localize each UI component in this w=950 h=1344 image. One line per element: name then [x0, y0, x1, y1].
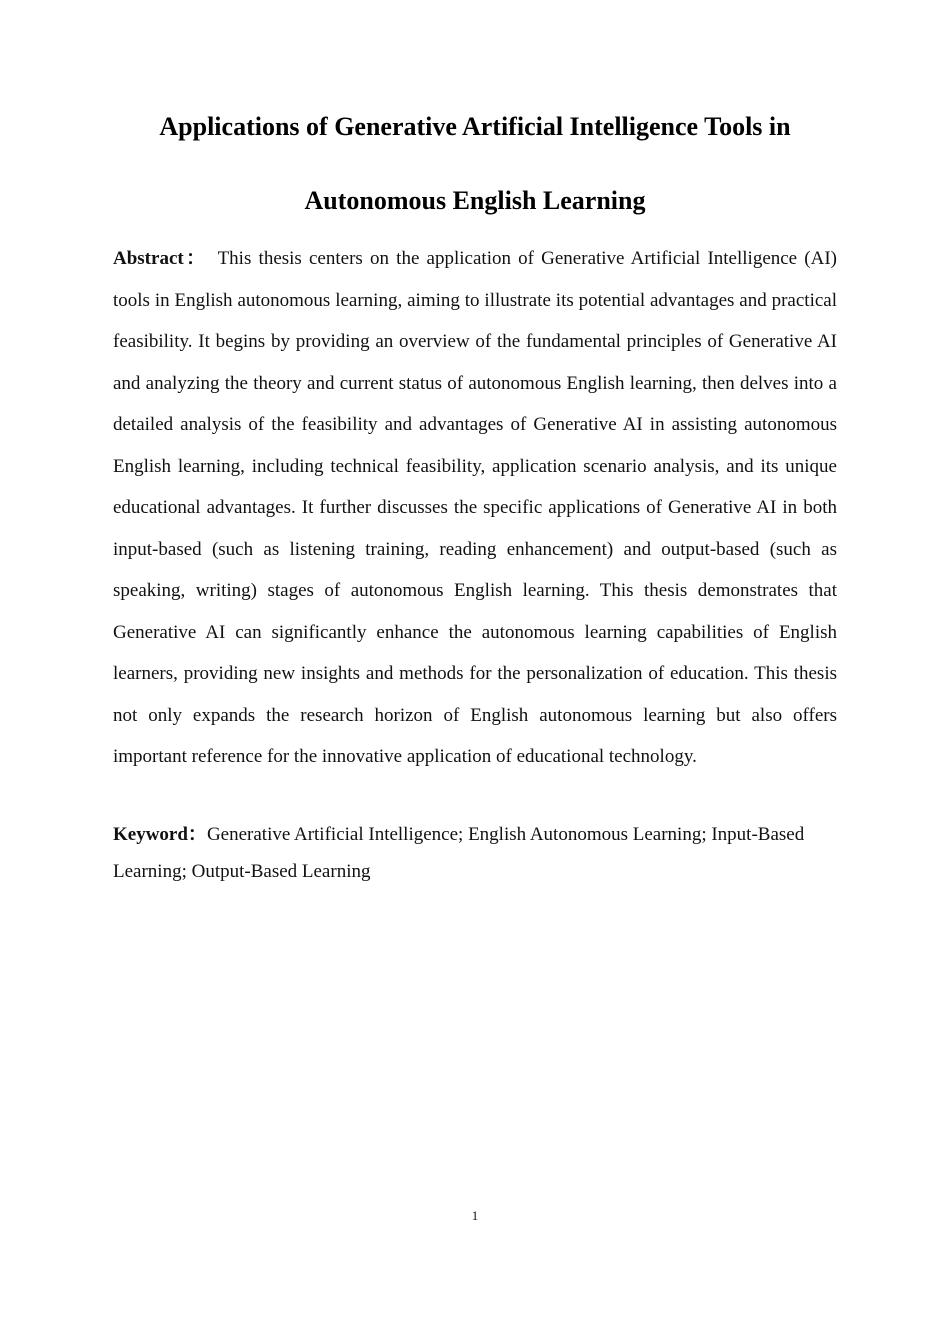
title-line-1: Applications of Generative Artificial Intelligence Tools in: [159, 112, 791, 141]
keyword-label: Keyword：: [113, 823, 207, 845]
document-title: [113, 0, 837, 238]
page-number: 1: [471, 1208, 479, 1223]
abstract-text: This thesis centers on the application of Generative Artificial Intelligence (AI) tools in English autonomous learning, aiming to illustrate its potential advantages and practical feasibility. It begins by providing an overview of the fundamental principles of Generative AI and analyzing the theory and current status of autonomous English learning, then delves into a detailed analysis of the feasibility and advantages of Generative AI in assisting autonomous English learning, including technical feasibility, application scenario analysis, and its unique educational advantages. It further discusses the specific applications of Generative AI in both input-based (such as listening training, reading enhancement) and output-based (such as speaking, writing) stages of autonomous English learning. This thesis demonstrates that Generative AI can significantly enhance the autonomous learning capabilities of English learners, providing new insights and methods for the personalization of education. This thesis not only expands the research horizon of English autonomous learning but also offers important reference for the innovative application of educational technology.: [113, 248, 838, 767]
abstract-paragraph: [113, 238, 837, 778]
abstract-label: Abstract：: [113, 248, 208, 269]
keywords-paragraph: [113, 816, 837, 890]
title-line-2: Autonomous English Learning: [304, 186, 646, 215]
keyword-text: Generative Artificial Intelligence; English Autonomous Learning; Input-Based Learning; Output-Based Learning: [113, 823, 805, 882]
page-content: [113, 0, 837, 890]
